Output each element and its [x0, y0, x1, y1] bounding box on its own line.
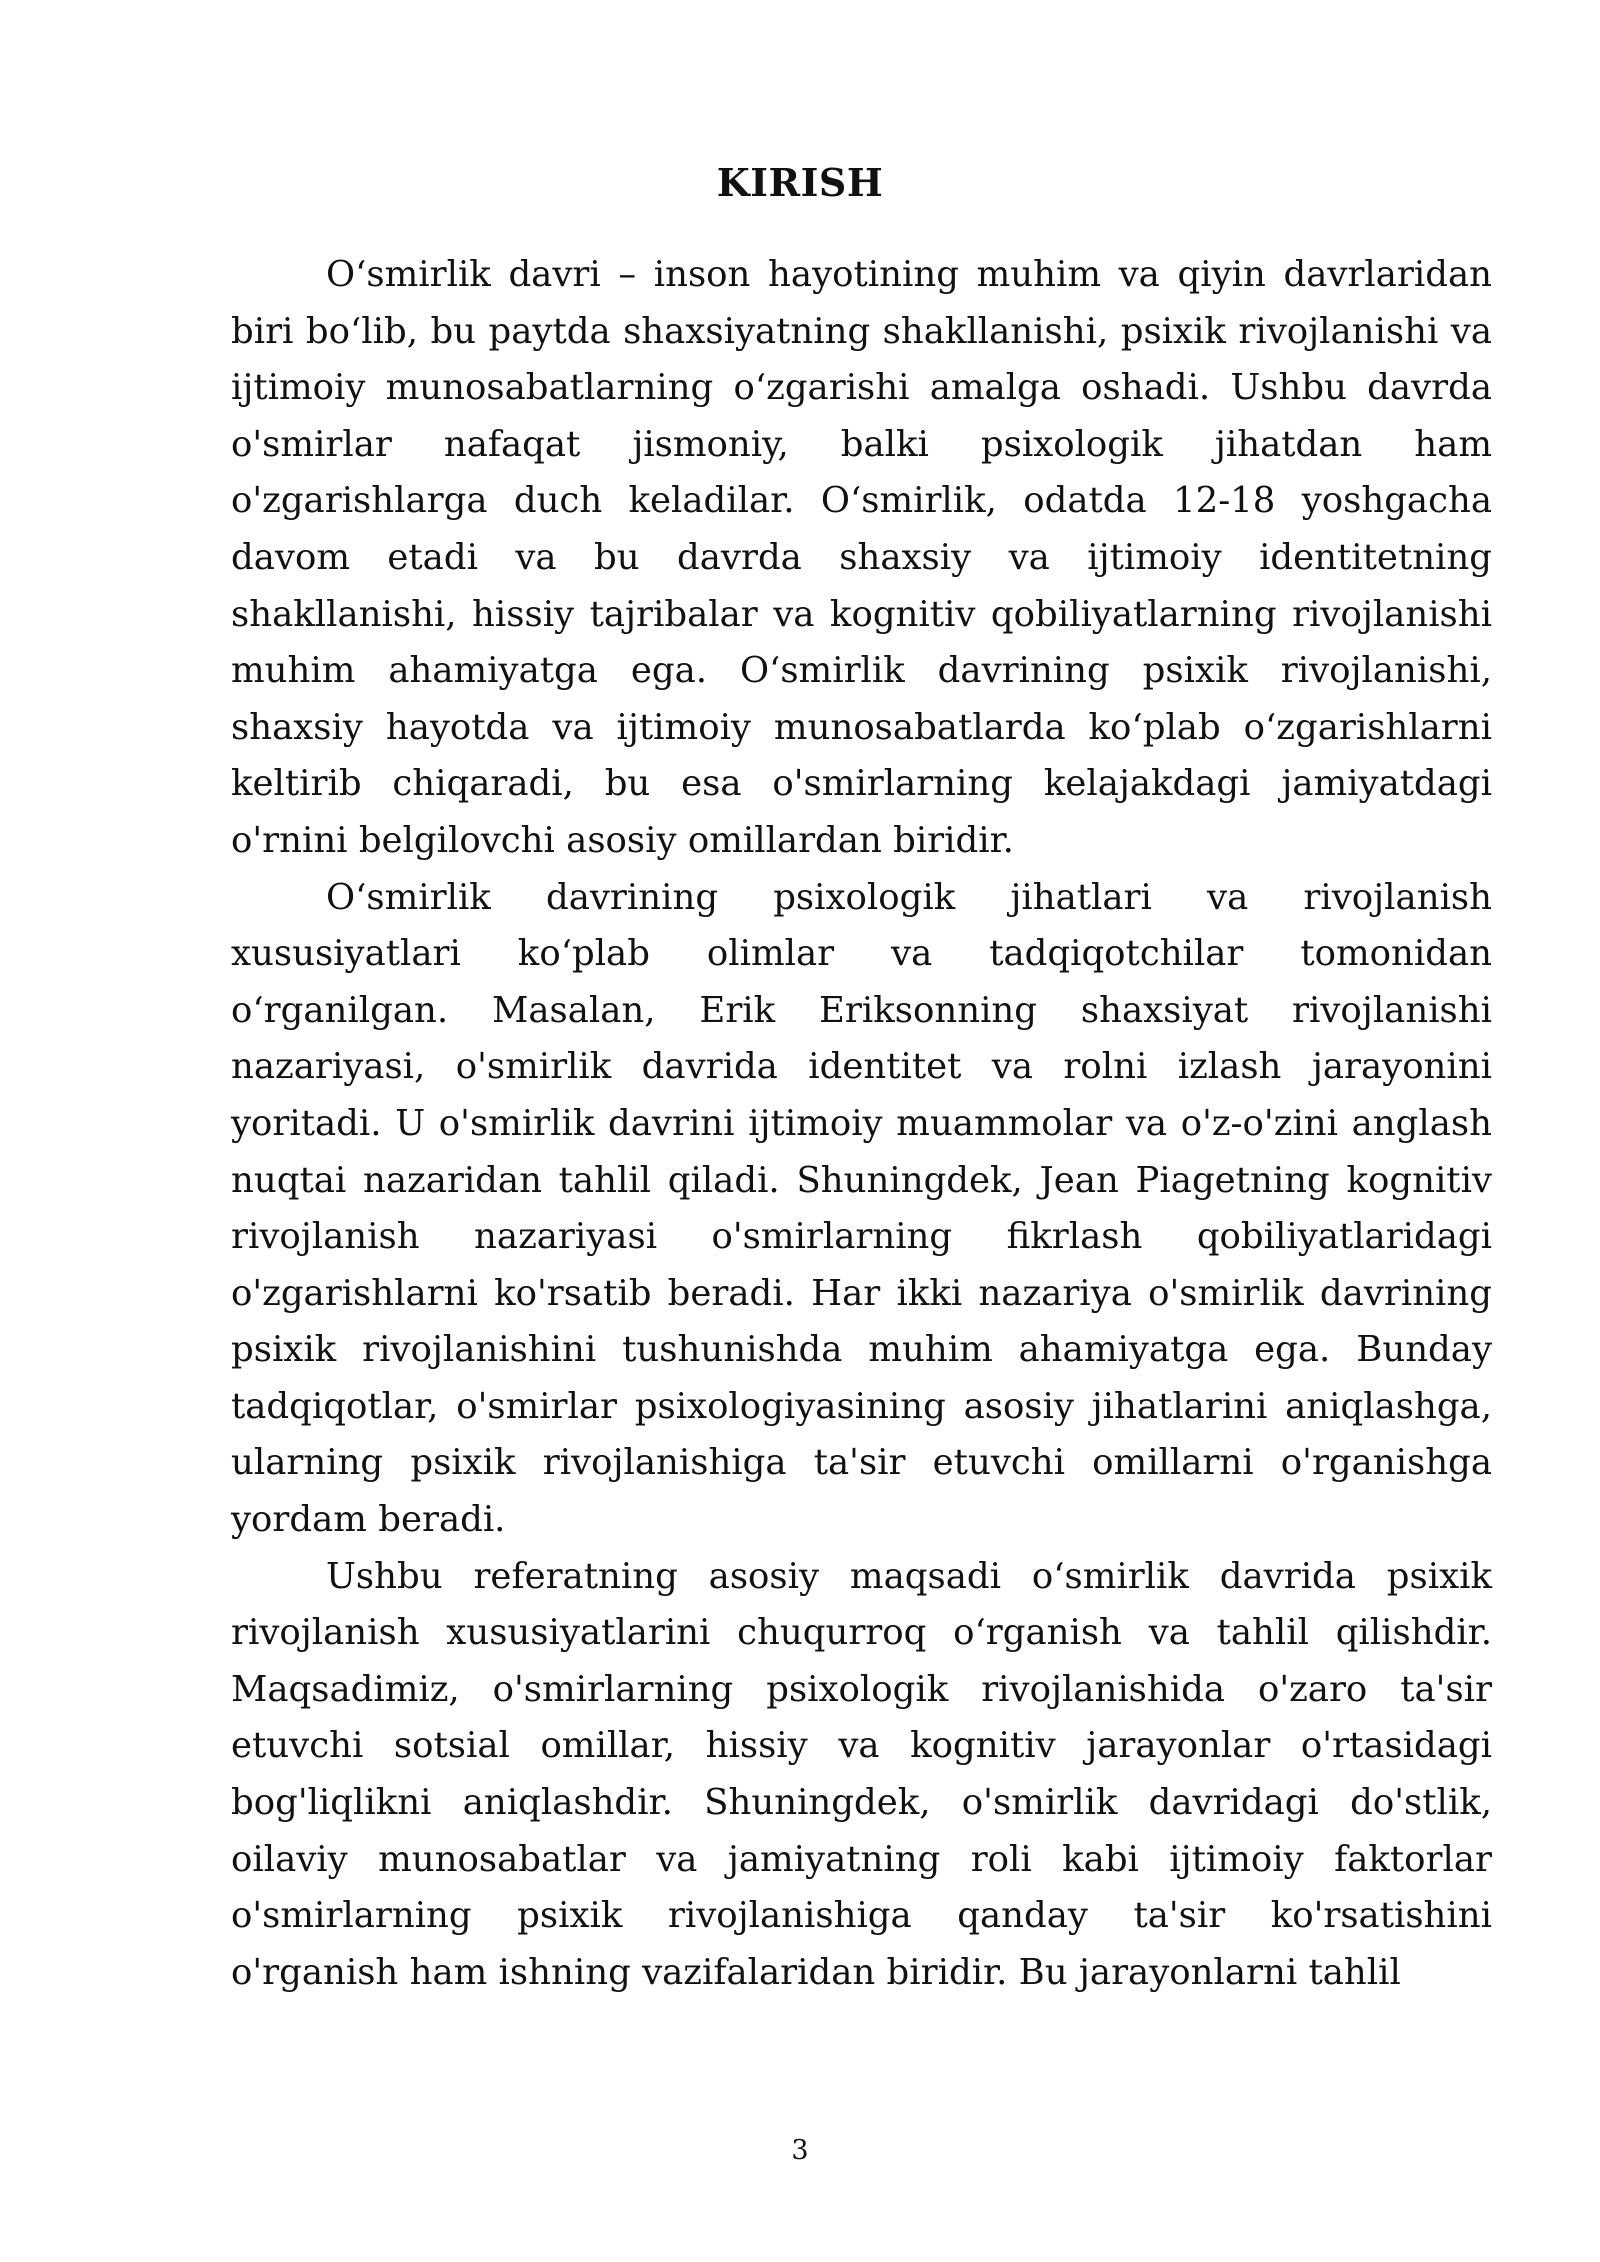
paragraph-1: O‘smirlik davri – inson hayotining muhim va qiyin davrlaridan biri bo‘lib, bu paytda shaxsiyatning shakllanishi, psixik rivojlanishi va ijtimoiy munosabatlarning o‘zgarishi amalga oshadi. Ushbu davrda o'smirlar nafaqat jismoniy, balki psixologik jihatdan ham o'zgarishlarga duch keladilar. O‘smirlik, odatda 12-18 yoshgacha davom etadi va bu davrda shaxsiy va ijtimoiy identitetning shakllanishi, hissiy tajribalar va kognitiv qobiliyatlarning rivojlanishi muhim ahamiyatga ega. O‘smirlik davrining psixik rivojlanishi, shaxsiy hayotda va ijtimoiy munosabatlarda ko‘plab o‘zgarishlarni keltirib chiqaradi, bu esa o'smirlarning kelajakdagi jamiyatdagi o'rnini belgilovchi asosiy omillardan biridir. [231, 254, 1492, 861]
paragraph-2: O‘smirlik davrining psixologik jihatlari va rivojlanish xususiyatlari ko‘plab olimlar va tadqiqotchilar tomonidan o‘rganilgan. Masalan, Erik Eriksonning shaxsiyat rivojlanishi nazariyasi, o'smirlik davrida identitet va rolni izlash jarayonini yoritadi. U o'smirlik davrini ijtimoiy muammolar va o'z-o'zini anglash nuqtai nazaridan tahlil qiladi. Shuningdek, Jean Piagetning kognitiv rivojlanish nazariyasi o'smirlarning fikrlash qobiliyatlaridagi o'zgarishlarni ko'rsatib beradi. Har ikki nazariya o'smirlik davrining psixik rivojlanishini tushunishda muhim ahamiyatga ega. Bunday tadqiqotlar, o'smirlar psixologiyasining asosiy jihatlarini aniqlashga, ularning psixik rivojlanishiga ta'sir etuvchi omillarni o'rganishga yordam beradi. [231, 876, 1492, 1541]
body-text [231, 247, 1492, 2001]
page-title: KIRISH [716, 160, 884, 205]
paragraph-3: Ushbu referatning asosiy maqsadi o‘smirlik davrida psixik rivojlanish xususiyatlarini chuqurroq o‘rganish va tahlil qilishdir. Maqsadimiz, o'smirlarning psixologik rivojlanishida o'zaro ta'sir etuvchi sotsial omillar, hissiy va kognitiv jarayonlar o'rtasidagi bog'liqlikni aniqlashdir. Shuningdek, o'smirlik davridagi do'stlik, oilaviy munosabatlar va jamiyatning roli kabi ijtimoiy faktorlar o'smirlarning psixik rivojlanishiga qanday ta'sir ko'rsatishini o'rganish ham ishning vazifalaridan biridir. Bu jarayonlarni tahlil [231, 1555, 1492, 1993]
page-number: 3 [791, 2135, 809, 2166]
